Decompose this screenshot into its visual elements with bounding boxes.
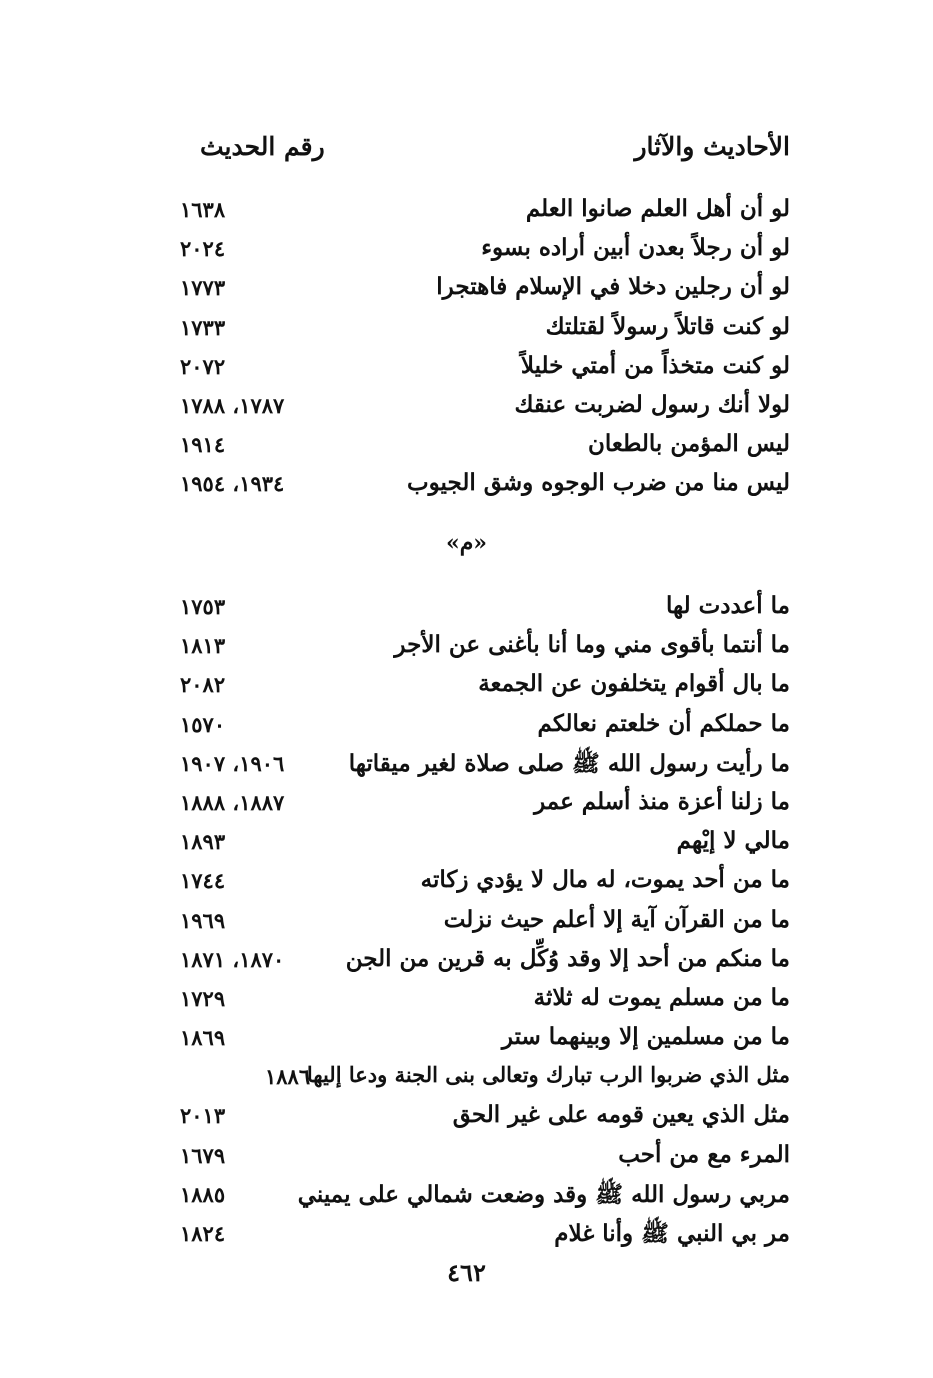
- list-item: [170, 1062, 790, 1101]
- hadith-number: ١٧٣٣: [180, 314, 226, 340]
- hadith-text: ما أعددت لها: [665, 592, 790, 619]
- list-item: [170, 1141, 790, 1180]
- list-item: [170, 670, 790, 709]
- hadith-number: ١٨١٣: [180, 633, 226, 659]
- list-item: [170, 984, 790, 1023]
- column-title-hadith: الأحاديث والآثار: [634, 132, 790, 161]
- hadith-number: ١٧٢٩: [180, 985, 226, 1011]
- hadith-number: ٢٠١٣: [180, 1103, 226, 1129]
- hadith-text: لو كنت قاتلاً رسولاً لقتلتك: [545, 312, 790, 340]
- list-item: [170, 195, 790, 234]
- hadith-number: ١٧٤٤: [180, 868, 226, 894]
- hadith-number: ١٧٥٣: [180, 594, 226, 619]
- hadith-text: مثل الذي يعين قومه على غير الحق: [452, 1101, 790, 1129]
- hadith-number: ٢٠٢٤: [180, 236, 226, 262]
- list-item: [170, 788, 790, 827]
- hadith-number: ١٨٢٤: [180, 1221, 226, 1246]
- hadith-text: المرء مع من أحب: [618, 1140, 790, 1168]
- list-item: [170, 1219, 790, 1258]
- hadith-number: ١٩٠٦، ١٩٠٧: [180, 750, 285, 776]
- hadith-number: ١٥٧٠: [180, 711, 226, 737]
- list-item: [170, 945, 790, 984]
- hadith-text: لو أن رجلاً بعدن أبين أراده بسوء: [481, 234, 790, 262]
- hadith-text: ليس منا من ضرب الوجوه وشق الجيوب: [407, 469, 790, 497]
- hadith-number: ١٧٧٣: [180, 275, 226, 301]
- column-title-number: رقم الحديث: [200, 132, 325, 161]
- hadith-number: ١٨٩٣: [180, 829, 226, 855]
- hadith-number: ١٩٦٩: [180, 907, 226, 933]
- list-item: [170, 592, 790, 631]
- list-item: [170, 1180, 790, 1219]
- hadith-text: ليس المؤمن بالطعان: [588, 430, 790, 458]
- hadith-text: ما من مسلمين إلا وبينهما ستر: [501, 1023, 790, 1051]
- hadith-text: مربي رسول الله ﷺ وقد وضعت شمالي على يميني: [297, 1180, 790, 1208]
- hadith-number: ١٨٦٩: [180, 1025, 226, 1051]
- index-header: [170, 132, 790, 172]
- hadith-number: ٢٠٨٢: [180, 672, 226, 698]
- hadith-number: ١٧٨٧، ١٧٨٨: [180, 392, 285, 418]
- section-mim-list: [170, 592, 790, 1258]
- hadith-text: ما من أحد يموت، له مال لا يؤدي زكاته: [420, 866, 790, 894]
- hadith-text: لو كنت متخذاً من أمتي خليلاً: [520, 351, 790, 379]
- section-heading: «م»: [445, 530, 488, 556]
- page-number: ٤٦٢: [447, 1258, 486, 1287]
- hadith-text: مثل الذي ضربوا الرب تبارك وتعالى بنى الجنة ودعا إليها: [306, 1062, 790, 1088]
- hadith-text: لولا أنك رسول لضربت عنقك: [514, 390, 790, 418]
- list-item: [170, 1023, 790, 1062]
- hadith-text: مر بي النبي ﷺ وأنا غلام: [554, 1220, 790, 1247]
- list-item: [170, 631, 790, 670]
- list-item: [170, 866, 790, 905]
- hadith-text: ما زلنا أعزة منذ أسلم عمر: [534, 787, 790, 815]
- list-item: [170, 352, 790, 391]
- hadith-number: ١٨٨٧، ١٨٨٨: [180, 789, 285, 815]
- hadith-number: ١٨٨٥: [180, 1181, 226, 1207]
- list-item: [170, 1101, 790, 1140]
- hadith-number: ٢٠٧٢: [180, 353, 226, 379]
- hadith-text: ما رأيت رسول الله ﷺ صلى صلاة لغير ميقاتها: [348, 749, 790, 777]
- hadith-text: ما من القرآن آية إلا أعلم حيث نزلت: [443, 905, 790, 933]
- hadith-text: لو أن أهل العلم صانوا العلم: [525, 195, 790, 222]
- hadith-text: ما من مسلم يموت له ثلاثة: [533, 983, 790, 1011]
- list-item: [170, 906, 790, 945]
- section-lam-list: [170, 195, 790, 509]
- list-item: [170, 749, 790, 788]
- list-item: [170, 469, 790, 508]
- list-item: [170, 430, 790, 469]
- hadith-text: ما حملكم أن خلعتم نعالكم: [537, 709, 790, 737]
- list-item: [170, 313, 790, 352]
- list-item: [170, 391, 790, 430]
- hadith-text: ما بال أقوام يتخلفون عن الجمعة: [478, 670, 790, 698]
- hadith-text: لو أن رجلين دخلا في الإسلام فاهتجرا: [436, 273, 790, 301]
- hadith-number: ١٩١٤: [180, 432, 226, 458]
- hadith-number: ١٨٧٠، ١٨٧١: [180, 946, 285, 972]
- list-item: [170, 827, 790, 866]
- hadith-number: ١٩٣٤، ١٩٥٤: [180, 471, 285, 497]
- hadith-number: ١٦٣٨: [180, 197, 226, 222]
- hadith-text: ما منكم من أحد إلا وقد وُكِّل به قرين من الجن: [345, 944, 790, 972]
- list-item: [170, 710, 790, 749]
- hadith-number: ١٨٨٦: [265, 1064, 311, 1090]
- list-item: [170, 234, 790, 273]
- hadith-text: ما أنتما بأقوى مني وما أنا بأغنى عن الأجر: [394, 631, 790, 659]
- hadith-number: ١٦٧٩: [180, 1142, 226, 1168]
- hadith-text: مالي لا إيْهم: [676, 827, 790, 855]
- list-item: [170, 273, 790, 312]
